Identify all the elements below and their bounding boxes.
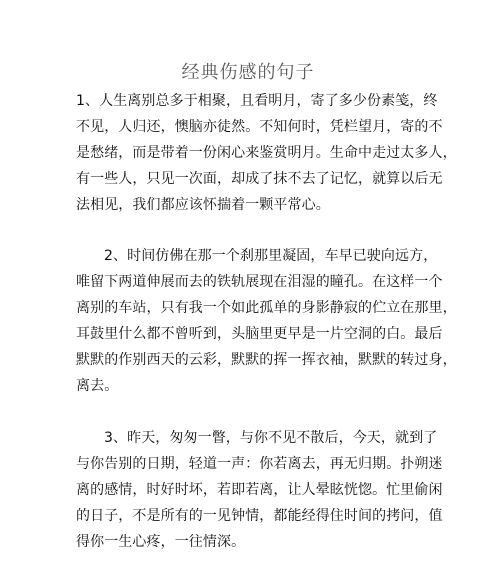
page-title: 经典伤感的句子 (181, 62, 315, 83)
paragraph-1-line-3: 是愁绪，而是带着一份闲心来鉴赏明月。生命中走过太多人， (76, 145, 457, 161)
paragraph-3-line-1: 3、昨天，匆匆一瞥，与你不见不散后，今天，就到了 (104, 430, 438, 446)
paragraph-2-line-5: 默默的作别西天的云彩，默默的挥一挥衣袖，默默的转过身， (76, 352, 457, 368)
paragraph-3-line-3: 离的感情，时好时坏，若即若离，让人晕眩恍惚。忙里偷闲 (76, 482, 443, 498)
paragraph-3-line-2: 与你告别的日期，轻道一声：你若离去，再无归期。扑朔迷 (76, 456, 443, 472)
paragraph-1-line-2: 不见，人归还，懊脑亦徒然。不知何时，凭栏望月，寄的不 (76, 119, 443, 135)
paragraph-1-line-5: 法相见，我们都应该怀揣着一颗平常心。 (76, 197, 330, 213)
paragraph-2-line-1: 2、时间仿佛在那一个刹那里凝固，车早已驶向远方， (104, 248, 438, 264)
paragraph-2-line-3: 离别的车站，只有我一个如此孤单的身影静寂的伫立在那里， (76, 300, 457, 316)
paragraph-2-line-4: 耳鼓里什么都不曾听到，头脑里更早是一片空洞的白。最后 (76, 326, 443, 342)
paragraph-3-line-4: 的日子，不是所有的一见钟情，都能经得住时间的拷问，值 (76, 508, 443, 524)
paragraph-2-line-2: 唯留下两道伸展而去的铁轨展现在泪湿的瞳孔。在这样一个 (76, 274, 443, 290)
paragraph-2-line-6: 离去。 (76, 378, 119, 394)
paragraph-1-line-4: 有一些人，只见一次面，却成了抹不去了记忆，就算以后无 (76, 171, 443, 187)
paragraph-1-line-1: 1、人生离别总多于相聚，且看明月，寄了多少份素笺，终 (76, 93, 438, 109)
paragraph-3-line-5: 得你一生心疼，一往情深。 (76, 534, 246, 550)
